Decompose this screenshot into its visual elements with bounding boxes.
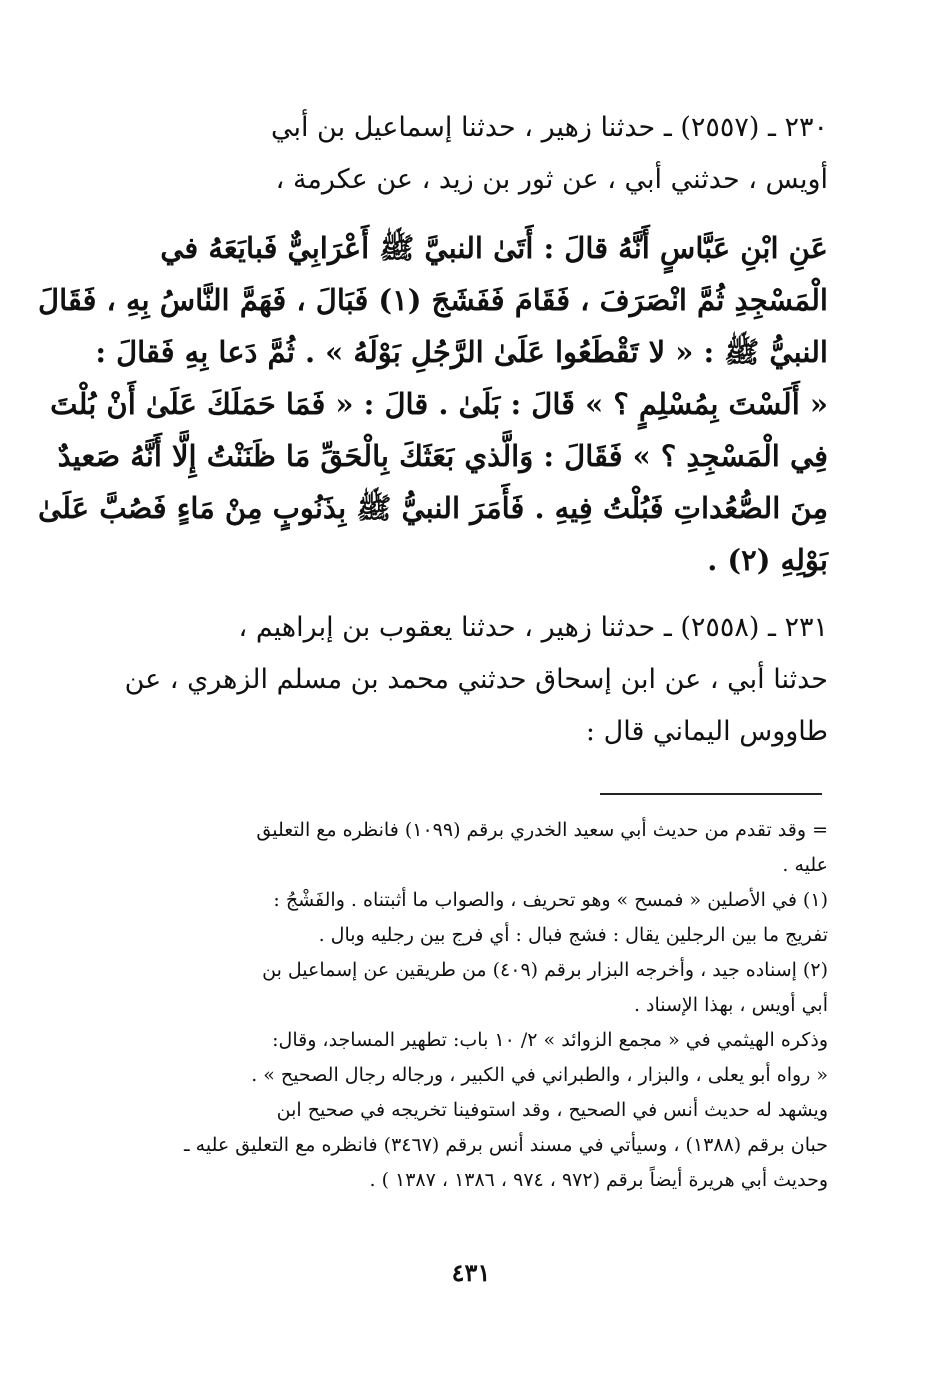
text-line: عَنِ ابْنِ عَبَّاسٍ أَنَّهُ قالَ : أَتَىٰ النبيَّ ﷺ أَعْرَابِيٌّ فَبايَعَهُ في bbox=[160, 231, 828, 265]
text-line: حدثنا أبي ، عن ابن إسحاق حدثني محمد بن مسلم الزهري ، عن bbox=[124, 664, 828, 695]
footnote-line: أبي أويس ، بهذا الإسناد . bbox=[633, 994, 828, 1016]
text-line: ٢٣٠ ـ (٢٥٥٧) ـ حدثنا زهير ، حدثنا إسماعيل بن أبي bbox=[270, 112, 828, 143]
text-line: مِنَ الصُّعُداتِ فَبُلْتُ فِيهِ . فَأَمَرَ النبيُّ ﷺ بِذَنُوبٍ مِنْ مَاءٍ فَصُبَّ عَلَىٰ bbox=[38, 491, 828, 525]
text-line: بَوْلِهِ (٢) . bbox=[707, 543, 828, 577]
footnote-line: تفريج ما بين الرجلين يقال : فشج فبال : أي فرج بين رجليه وبال . bbox=[318, 924, 828, 946]
footnote-line: وحديث أبي هريرة أيضاً برقم (٩٧٢ ، ٩٧٤ ، ١٣٨٦ ، ١٣٨٧ ) . bbox=[369, 1169, 828, 1191]
text-line: أويس ، حدثني أبي ، عن ثور بن زيد ، عن عكرمة ، bbox=[275, 164, 828, 195]
footnote-line: « رواه أبو يعلى ، والبزار ، والطبراني في الكبير ، ورجاله رجال الصحيح » . bbox=[251, 1064, 828, 1086]
hadith-230-isnad bbox=[128, 102, 828, 206]
footnote-separator bbox=[600, 793, 822, 795]
text-line: طاووس اليماني قال : bbox=[585, 716, 828, 747]
page-number: ٤٣١ bbox=[451, 1258, 491, 1287]
hadith-231-isnad bbox=[124, 602, 828, 758]
text-line: ٢٣١ ـ (٢٥٥٨) ـ حدثنا زهير ، حدثنا يعقوب بن إبراهيم ، bbox=[238, 612, 828, 643]
text-line: فِي الْمَسْجِدِ ؟ » فَقَالَ : وَالَّذي بَعَثَكَ بِالْحَقِّ مَا ظَنَنْتُ إِلَّا أَنَّهُ صَعيدٌ bbox=[57, 439, 828, 473]
footnote-line: (١) في الأصلين « فمسح » وهو تحريف ، والصواب ما أثبتناه . والفَشْجُ : bbox=[273, 889, 828, 911]
footnote-line: ويشهد له حديث أنس في الصحيح ، وقد استوفينا تخريجه في صحيح ابن bbox=[276, 1099, 828, 1121]
footnotes bbox=[128, 813, 828, 1198]
footnote-line: عليه . bbox=[782, 854, 828, 876]
text-line: الْمَسْجِدِ ثُمَّ انْصَرَفَ ، فَقَامَ فَفَشَجَ (١) فَبَالَ ، فَهَمَّ النَّاسُ بِهِ ، فَقَالَ bbox=[38, 283, 828, 317]
hadith-230-matn bbox=[38, 222, 828, 586]
footnote-line: حبان برقم (١٣٨٨) ، وسيأتي في مسند أنس برقم (٣٤٦٧) فانظره مع التعليق عليه ـ bbox=[184, 1134, 828, 1156]
footnote-line: وذكره الهيثمي في « مجمع الزوائد » ٢/ ١٠ باب: تطهير المساجد، وقال: bbox=[272, 1029, 828, 1051]
text-line: النبيُّ ﷺ : « لا تَقْطَعُوا عَلَىٰ الرَّجُلِ بَوْلَهُ » . ثُمَّ دَعا بِهِ فَقالَ : bbox=[95, 335, 828, 369]
text-line: « أَلَسْتَ بِمُسْلِمٍ ؟ » قَالَ : بَلَىٰ . قالَ : « فَمَا حَمَلَكَ عَلَىٰ أَنْ بُلْتَ bbox=[50, 387, 828, 421]
footnote-line: = وقد تقدم من حديث أبي سعيد الخدري برقم (١٠٩٩) فانظره مع التعليق bbox=[256, 819, 828, 841]
footnote-line: (٢) إسناده جيد ، وأخرجه البزار برقم (٤٠٩) من طريقين عن إسماعيل بن bbox=[262, 959, 828, 981]
